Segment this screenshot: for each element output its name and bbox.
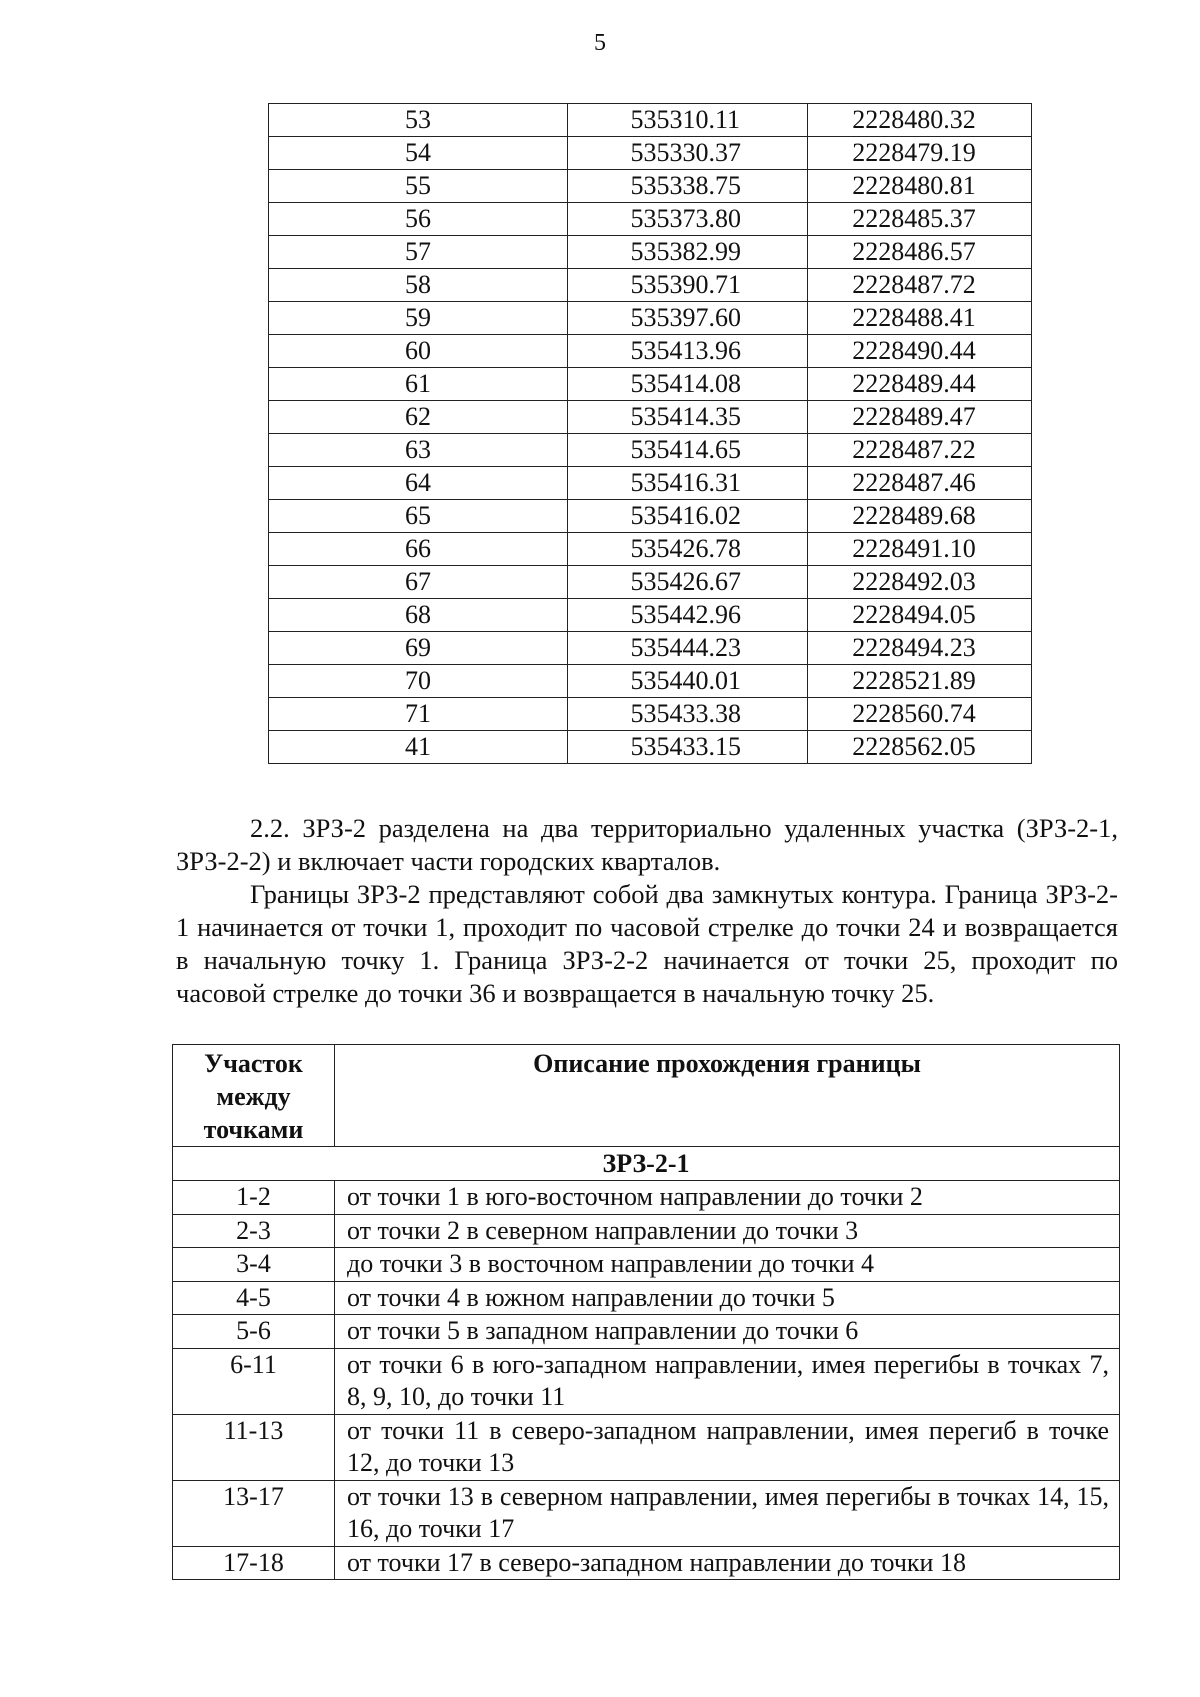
- y-coordinate-cell: 2228489.44: [808, 368, 1032, 401]
- table-row: [269, 137, 1032, 170]
- table-row: [269, 599, 1032, 632]
- point-number-cell: 70: [269, 665, 568, 698]
- x-coordinate-cell: 535414.65: [568, 434, 808, 467]
- table-row: [269, 170, 1032, 203]
- segment-cell: 13-17: [173, 1480, 335, 1546]
- description-cell: от точки 2 в северном направлении до точки 3: [335, 1214, 1120, 1248]
- paragraph-zone-division: 2.2. ЗРЗ-2 разделена на два территориально удаленных участка (ЗРЗ-2-1, ЗРЗ-2-2) и включает части городских кварталов.: [176, 813, 1118, 876]
- x-coordinate-cell: 535444.23: [568, 632, 808, 665]
- coordinates-table: [268, 103, 1032, 764]
- x-coordinate-cell: 535382.99: [568, 236, 808, 269]
- y-coordinate-cell: 2228494.05: [808, 599, 1032, 632]
- point-number-cell: 55: [269, 170, 568, 203]
- table-row: [173, 1248, 1120, 1282]
- y-coordinate-cell: 2228488.41: [808, 302, 1032, 335]
- segment-cell: 11-13: [173, 1414, 335, 1480]
- description-cell: от точки 1 в юго-восточном направлении до точки 2: [335, 1181, 1120, 1215]
- table-row: [173, 1315, 1120, 1349]
- y-coordinate-cell: 2228521.89: [808, 665, 1032, 698]
- table-row: [173, 1546, 1120, 1580]
- x-coordinate-cell: 535433.15: [568, 731, 808, 764]
- x-coordinate-cell: 535330.37: [568, 137, 808, 170]
- point-number-cell: 66: [269, 533, 568, 566]
- x-coordinate-cell: 535433.38: [568, 698, 808, 731]
- point-number-cell: 58: [269, 269, 568, 302]
- table-row: [269, 731, 1032, 764]
- y-coordinate-cell: 2228491.10: [808, 533, 1032, 566]
- table-row: [269, 500, 1032, 533]
- table-row: [269, 401, 1032, 434]
- point-number-cell: 41: [269, 731, 568, 764]
- segment-cell: 6-11: [173, 1348, 335, 1414]
- segment-cell: 17-18: [173, 1546, 335, 1580]
- y-coordinate-cell: 2228486.57: [808, 236, 1032, 269]
- segment-cell: 2-3: [173, 1214, 335, 1248]
- x-coordinate-cell: 535397.60: [568, 302, 808, 335]
- description-cell: от точки 17 в северо-западном направлении до точки 18: [335, 1546, 1120, 1580]
- table-header-row: [173, 1045, 1120, 1147]
- table-row: [173, 1414, 1120, 1480]
- header-description: Описание прохождения границы: [335, 1045, 1120, 1147]
- point-number-cell: 69: [269, 632, 568, 665]
- y-coordinate-cell: 2228487.72: [808, 269, 1032, 302]
- y-coordinate-cell: 2228487.46: [808, 467, 1032, 500]
- table-row: [269, 566, 1032, 599]
- border-description-table: [172, 1044, 1120, 1580]
- table-row: [269, 632, 1032, 665]
- table-row: [269, 104, 1032, 137]
- table-row: [173, 1214, 1120, 1248]
- table-row: [269, 203, 1032, 236]
- point-number-cell: 54: [269, 137, 568, 170]
- table-row: [173, 1281, 1120, 1315]
- point-number-cell: 53: [269, 104, 568, 137]
- table-row: [269, 368, 1032, 401]
- x-coordinate-cell: 535426.78: [568, 533, 808, 566]
- x-coordinate-cell: 535442.96: [568, 599, 808, 632]
- point-number-cell: 64: [269, 467, 568, 500]
- table-row: [269, 236, 1032, 269]
- table-row: [269, 302, 1032, 335]
- y-coordinate-cell: 2228485.37: [808, 203, 1032, 236]
- segment-cell: 4-5: [173, 1281, 335, 1315]
- x-coordinate-cell: 535390.71: [568, 269, 808, 302]
- point-number-cell: 57: [269, 236, 568, 269]
- table-row: [173, 1181, 1120, 1215]
- x-coordinate-cell: 535310.11: [568, 104, 808, 137]
- y-coordinate-cell: 2228490.44: [808, 335, 1032, 368]
- y-coordinate-cell: 2228562.05: [808, 731, 1032, 764]
- border-description-table-body: [173, 1045, 1120, 1580]
- segment-cell: 5-6: [173, 1315, 335, 1349]
- y-coordinate-cell: 2228480.81: [808, 170, 1032, 203]
- x-coordinate-cell: 535414.35: [568, 401, 808, 434]
- description-cell: от точки 11 в северо-западном направлении, имея перегиб в точке 12, до точки 13: [335, 1414, 1120, 1480]
- y-coordinate-cell: 2228489.68: [808, 500, 1032, 533]
- table-row: [173, 1348, 1120, 1414]
- page-number: 5: [594, 30, 606, 56]
- point-number-cell: 56: [269, 203, 568, 236]
- table-row: [269, 335, 1032, 368]
- point-number-cell: 60: [269, 335, 568, 368]
- segment-cell: 1-2: [173, 1181, 335, 1215]
- section-title: ЗРЗ-2-1: [173, 1147, 1120, 1181]
- point-number-cell: 65: [269, 500, 568, 533]
- point-number-cell: 61: [269, 368, 568, 401]
- table-row: [269, 698, 1032, 731]
- point-number-cell: 71: [269, 698, 568, 731]
- y-coordinate-cell: 2228494.23: [808, 632, 1032, 665]
- description-cell: от точки 13 в северном направлении, имея перегибы в точках 14, 15, 16, до точки 17: [335, 1480, 1120, 1546]
- x-coordinate-cell: 535416.31: [568, 467, 808, 500]
- description-cell: от точки 5 в западном направлении до точки 6: [335, 1315, 1120, 1349]
- section-row: [173, 1147, 1120, 1181]
- table-row: [173, 1480, 1120, 1546]
- y-coordinate-cell: 2228489.47: [808, 401, 1032, 434]
- x-coordinate-cell: 535416.02: [568, 500, 808, 533]
- x-coordinate-cell: 535440.01: [568, 665, 808, 698]
- x-coordinate-cell: 535338.75: [568, 170, 808, 203]
- table-row: [269, 533, 1032, 566]
- description-cell: от точки 4 в южном направлении до точки 5: [335, 1281, 1120, 1315]
- y-coordinate-cell: 2228480.32: [808, 104, 1032, 137]
- point-number-cell: 62: [269, 401, 568, 434]
- header-segment: Участок между точками: [173, 1045, 335, 1147]
- point-number-cell: 67: [269, 566, 568, 599]
- description-cell: от точки 6 в юго-западном направлении, имея перегибы в точках 7, 8, 9, 10, до точки 11: [335, 1348, 1120, 1414]
- segment-cell: 3-4: [173, 1248, 335, 1282]
- table-row: [269, 434, 1032, 467]
- x-coordinate-cell: 535373.80: [568, 203, 808, 236]
- table-row: [269, 467, 1032, 500]
- description-cell: до точки 3 в восточном направлении до точки 4: [335, 1248, 1120, 1282]
- table-row: [269, 269, 1032, 302]
- paragraph-zone-boundaries: Границы ЗРЗ-2 представляют собой два замкнутых контура. Граница ЗРЗ-2-1 начинается от точки 1, проходит по часовой стрелке до точки 24 и возвращается в начальную точку 1. Граница ЗРЗ-2-2 начинается от точки 25, проходит по часовой стрелке до точки 36 и возвращается в начальную точку 25.: [176, 879, 1118, 1008]
- y-coordinate-cell: 2228479.19: [808, 137, 1032, 170]
- x-coordinate-cell: 535426.67: [568, 566, 808, 599]
- y-coordinate-cell: 2228492.03: [808, 566, 1032, 599]
- x-coordinate-cell: 535414.08: [568, 368, 808, 401]
- y-coordinate-cell: 2228560.74: [808, 698, 1032, 731]
- point-number-cell: 59: [269, 302, 568, 335]
- point-number-cell: 63: [269, 434, 568, 467]
- x-coordinate-cell: 535413.96: [568, 335, 808, 368]
- coordinates-table-body: [269, 104, 1032, 764]
- table-row: [269, 665, 1032, 698]
- y-coordinate-cell: 2228487.22: [808, 434, 1032, 467]
- point-number-cell: 68: [269, 599, 568, 632]
